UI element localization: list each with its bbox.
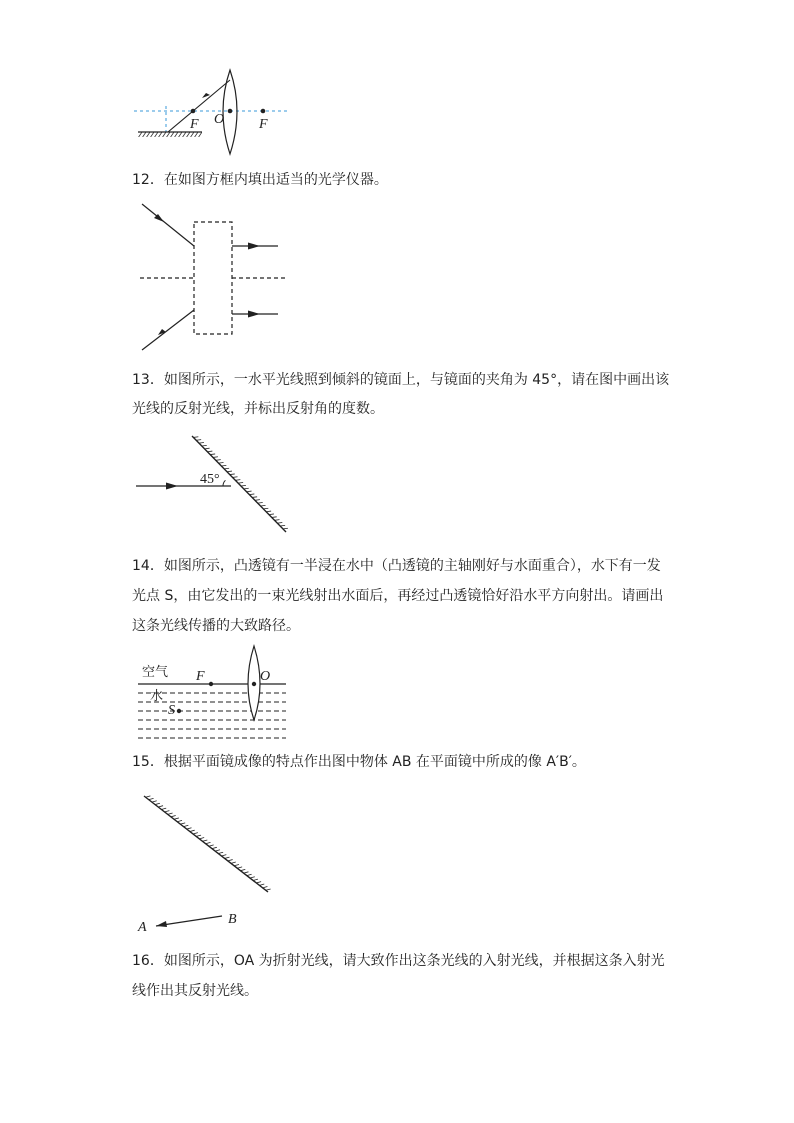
arrow-head (248, 311, 260, 318)
hatch-tick (275, 520, 280, 521)
question-16-line-1: 16．如图所示，OA 为折射光线，请大致作出这条光线的入射光线，并根据这条入射光 (132, 953, 665, 969)
hatch-tick (216, 460, 221, 461)
hatch-tick (212, 847, 217, 848)
label-o: O (260, 669, 271, 684)
hatch-tick (244, 872, 249, 873)
hatch-tick (272, 517, 277, 518)
hatch-tick (219, 462, 224, 463)
hatch-tick (259, 884, 264, 885)
hatch-tick (266, 511, 271, 512)
hatch-tick (190, 830, 195, 831)
hatch-tick (193, 833, 198, 834)
focus-point-right (261, 109, 266, 114)
hatch-tick (228, 860, 233, 861)
optical-center-point (228, 109, 233, 114)
hatch-tick (215, 850, 220, 851)
optical-center-point (252, 682, 256, 686)
hatch-tick (250, 877, 255, 878)
hatch-tick (234, 864, 239, 865)
hatch-tick (235, 480, 240, 481)
hatch-tick (210, 454, 215, 455)
hatch-tick (146, 796, 151, 797)
arrow-head (156, 921, 167, 927)
light-source-point (177, 709, 181, 713)
hatch-tick (280, 525, 285, 526)
question-13-line-2: 光线的反射光线，并标出反射角的度数。 (132, 401, 384, 417)
hatch-tick (263, 886, 268, 887)
question-12: 12．在如图方框内填出适当的光学仪器。 (132, 172, 388, 188)
hatch-tick (263, 508, 268, 509)
question-14-line-3: 这条光线传播的大致路径。 (132, 618, 300, 634)
hatch-tick (249, 494, 254, 495)
focus-point (209, 682, 213, 686)
hatch-tick (165, 811, 170, 812)
label-water: 水 (150, 689, 164, 704)
hatch-tick (221, 465, 226, 466)
hatch-tick (152, 801, 157, 802)
hatch-tick (255, 500, 260, 501)
hatch-tick (240, 869, 245, 870)
hatch-tick (283, 528, 288, 529)
label-s: S (168, 703, 175, 718)
label-b: B (228, 912, 237, 927)
hatch-tick (149, 798, 154, 799)
hatch-tick (269, 514, 274, 515)
hatch-tick (184, 825, 189, 826)
hatch-tick (244, 488, 249, 489)
question-14-line-1: 14．如图所示，凸透镜有一半浸在水中（凸透镜的主轴刚好与水面重合），水下有一发 (132, 558, 661, 574)
question-16-line-2: 线作出其反射光线。 (132, 983, 258, 999)
hatch-tick (187, 828, 192, 829)
label-air: 空气 (142, 665, 169, 680)
question-15: 15．根据平面镜成像的特点作出图中物体 AB 在平面镜中所成的像 A′B′。 (132, 754, 586, 770)
hatch-tick (193, 437, 198, 438)
inclined-mirror-figure (132, 430, 294, 538)
question-13-line-1: 13．如图所示，一水平光线照到倾斜的镜面上，与镜面的夹角为 45°，请在图中画出该 (132, 372, 670, 388)
arrow-head (166, 483, 178, 490)
hatch-tick (252, 497, 257, 498)
angle-arc (223, 480, 225, 486)
mirror-hatching (146, 796, 271, 890)
hatch-tick (233, 477, 238, 478)
label-f: F (196, 669, 205, 684)
lens-ground-figure (130, 66, 300, 160)
label-a: A (138, 920, 147, 935)
angle-label: 45° (200, 472, 220, 487)
hatch-tick (277, 523, 282, 524)
hatch-tick (207, 451, 212, 452)
hatch-tick (168, 813, 173, 814)
hatch-tick (218, 852, 223, 853)
hatch-tick (227, 471, 232, 472)
hatch-tick (155, 803, 160, 804)
optical-box-figure (136, 198, 296, 358)
hatch-tick (196, 440, 201, 441)
hatch-tick (247, 491, 252, 492)
ground-hatching (138, 132, 202, 137)
hatch-tick (224, 468, 229, 469)
hatch-tick (253, 879, 258, 880)
hatch-tick (180, 823, 185, 824)
hatch-tick (202, 445, 207, 446)
hatch-tick (261, 505, 266, 506)
hatch-tick (221, 855, 226, 856)
hatch-tick (203, 840, 208, 841)
plane-mirror-figure (130, 790, 280, 936)
lens-water-figure (136, 644, 292, 748)
hatch-tick (161, 808, 166, 809)
label-f-left: F (190, 117, 199, 132)
hatch-tick (231, 862, 236, 863)
hatch-tick (256, 882, 261, 883)
hatch-tick (225, 857, 230, 858)
focus-point-left (191, 109, 196, 114)
dashed-box (194, 222, 232, 334)
hatch-tick (230, 474, 235, 475)
hatch-tick (237, 867, 242, 868)
hatch-tick (206, 842, 211, 843)
hatch-tick (205, 448, 210, 449)
hatch-tick (213, 457, 218, 458)
label-o: O (214, 112, 225, 127)
hatch-tick (199, 838, 204, 839)
hatch-tick (266, 889, 271, 890)
hatch-tick (174, 818, 179, 819)
question-14-line-2: 光点 S，由它发出的一束光线射出水面后，再经过凸透镜恰好沿水平方向射出。请画出 (132, 588, 664, 604)
hatch-tick (196, 835, 201, 836)
hatch-tick (177, 820, 182, 821)
incident-ray-bottom (142, 310, 194, 350)
hatch-tick (238, 483, 243, 484)
hatch-tick (171, 815, 176, 816)
hatch-tick (199, 442, 204, 443)
label-f-right: F (259, 117, 268, 132)
hatch-tick (247, 874, 252, 875)
incident-ray-top (142, 204, 194, 246)
hatch-tick (241, 485, 246, 486)
hatch-tick (158, 806, 163, 807)
arrow-head (248, 243, 260, 250)
hatch-tick (258, 503, 263, 504)
hatch-tick (209, 845, 214, 846)
